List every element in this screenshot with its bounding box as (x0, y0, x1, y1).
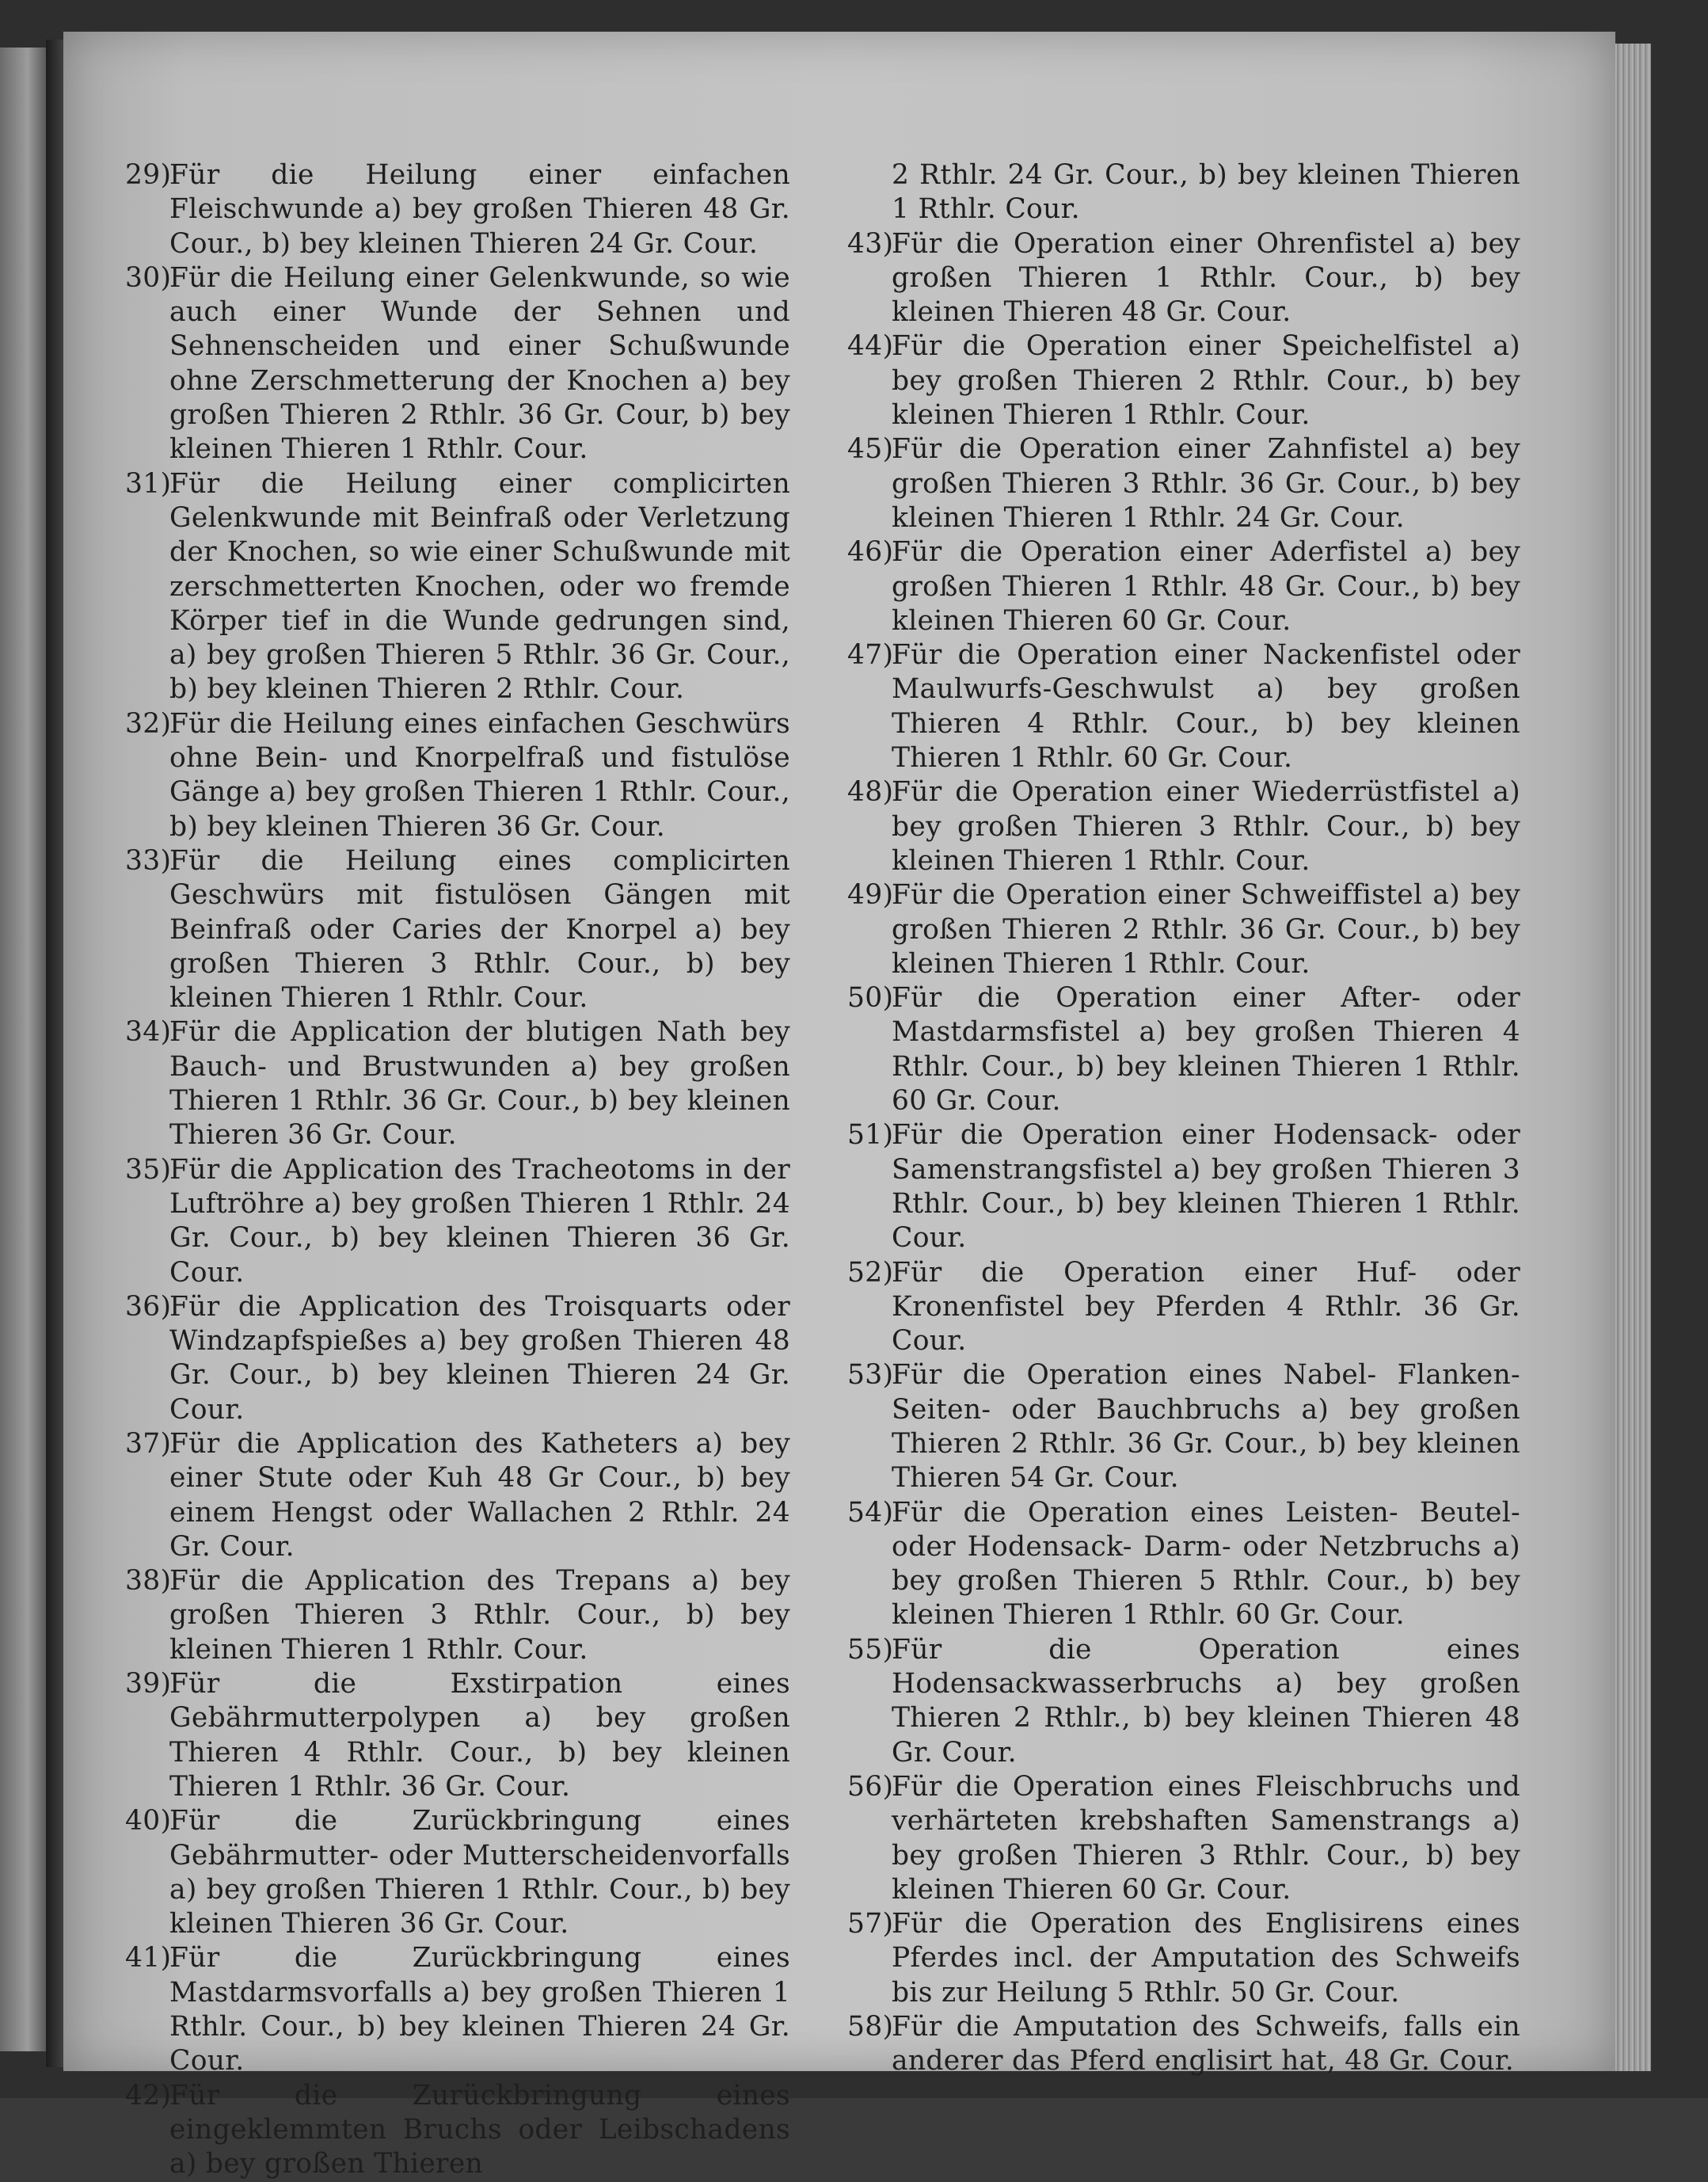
entry-number: 56) (847, 1770, 894, 1803)
entry-number: 48) (847, 776, 894, 809)
entry-number: 58) (847, 2011, 894, 2043)
entry-number: 35) (125, 1153, 172, 1186)
left-column (125, 158, 790, 2182)
fee-entry (125, 1941, 790, 2078)
fee-entry (847, 1496, 1520, 1633)
entry-text: 2 Rthlr. 24 Gr. Cour., b) bey kleinen Thieren 1 Rthlr. Cour. (892, 159, 1520, 226)
entry-text: Für die Operation eines Hodensackwasserbruchs a) bey großen Thieren 2 Rthlr., b) bey kleinen Thieren 48 Gr. Cour. (892, 1633, 1520, 1769)
entry-number: 37) (125, 1427, 172, 1460)
fee-entry (847, 878, 1520, 981)
fee-entry (125, 1427, 790, 1564)
entry-number: 52) (847, 1256, 894, 1289)
entry-number: 54) (847, 1496, 894, 1529)
entry-text: Für die Application des Katheters a) bey einer Stute oder Kuh 48 Gr Cour., b) bey einem Hengst oder Wallachen 2 Rthlr. 24 Gr. Cour. (169, 1427, 790, 1563)
entry-number: 36) (125, 1290, 172, 1323)
entry-number: 49) (847, 879, 894, 912)
entry-text: Für die Operation einer Wiederrüstfistel a) bey großen Thieren 3 Rthlr. Cour., b) bey kleinen Thieren 1 Rthlr. Cour. (892, 776, 1520, 877)
fee-entry (125, 707, 790, 844)
entry-number: 41) (125, 1942, 172, 1974)
entry-text: Für die Application des Trepans a) bey großen Thieren 3 Rthlr. Cour., b) bey kleinen Thieren 1 Rthlr. Cour. (169, 1565, 790, 1666)
entry-text: Für die Operation einer Zahnfistel a) bey großen Thieren 3 Rthlr. 36 Gr. Cour., b) bey kleinen Thieren 1 Rthlr. 24 Gr. Cour. (892, 433, 1520, 534)
fee-entry (125, 1015, 790, 1152)
fee-entry (125, 467, 790, 707)
entry-text: Für die Zurückbringung eines eingeklemmten Bruchs oder Leibschadens a) bey großen Thieren (169, 2079, 790, 2180)
entry-number: 32) (125, 707, 172, 740)
entry-number: 42) (125, 2079, 172, 2112)
entry-text: Für die Operation einer After- oder Mastdarmsfistel a) bey großen Thieren 4 Rthlr. Cour., b) bey kleinen Thieren 1 Rthlr. 60 Gr. Cour. (892, 982, 1520, 1118)
entry-number: 38) (125, 1565, 172, 1597)
fee-entry (847, 1907, 1520, 2010)
fee-entry (125, 1153, 790, 1290)
fee-entry (125, 1290, 790, 1427)
fee-entry (847, 227, 1520, 330)
fee-entry (847, 329, 1520, 432)
entry-number: 29) (125, 159, 172, 191)
page (63, 32, 1615, 2180)
entry-number: 53) (847, 1359, 894, 1392)
entry-text: Für die Operation einer Nackenfistel oder Maulwurfs-Geschwulst a) bey großen Thieren 4 Rthlr. Cour., b) bey kleinen Thieren 1 Rthlr. 60 Gr. Cour. (892, 639, 1520, 775)
entry-number: 33) (125, 844, 172, 877)
fee-entry (125, 1804, 790, 1941)
fee-entry (125, 1564, 790, 1667)
entry-text: Für die Operation des Englisirens eines Pferdes incl. der Amputation des Schweifs bis zur Heilung 5 Rthlr. 50 Gr. Cour. (892, 1908, 1520, 2009)
entry-text: Für die Exstirpation eines Gebährmutterpolypen a) bey großen Thieren 4 Rthlr. Cour., b) bey kleinen Thieren 1 Rthlr. 36 Gr. Cour. (169, 1668, 790, 1803)
entry-text: Für die Operation eines Leisten- Beutel- oder Hodensack- Darm- oder Netzbruchs a) bey großen Thieren 5 Rthlr. Cour., b) bey kleinen Thieren 1 Rthlr. 60 Gr. Cour. (892, 1496, 1520, 1632)
fee-entry (847, 432, 1520, 535)
entry-text: Für die Heilung einer Gelenkwunde, so wie auch einer Wunde der Sehnen und Sehnenscheiden und einer Schußwunde ohne Zerschmetterung der Knochen a) bey großen Thieren 2 Rthlr. 36 Gr. Cour, b) bey kleinen Thieren 1 Rthlr. Cour. (169, 261, 790, 466)
fee-entry (847, 1633, 1520, 1770)
entry-text: Für die Zurückbringung eines Mastdarmsvorfalls a) bey großen Thieren 1 Rthlr. Cour., b) bey kleinen Thieren 24 Gr. Cour. (169, 1942, 790, 2077)
entry-number: 50) (847, 982, 894, 1015)
entry-text: Für die Amputation des Schweifs, falls ein anderer das Pferd englisirt hat, 48 Gr. Cour. (892, 2011, 1520, 2077)
entry-text: Für die Operation einer Huf- oder Kronenfistel bey Pferden 4 Rthlr. 36 Gr. Cour. (892, 1256, 1520, 1358)
fee-entry (847, 158, 1520, 227)
entry-number: 43) (847, 227, 894, 260)
fee-entry (847, 1256, 1520, 1359)
entry-number: 34) (125, 1016, 172, 1049)
fee-entry (125, 158, 790, 261)
entry-text: Für die Heilung einer complicirten Gelenkwunde mit Beinfraß oder Verletzung der Knochen, so wie einer Schußwunde mit zerschmetterten Knochen, oder wo fremde Körper tief in die Wunde gedrungen sind, a) bey großen Thieren 5 Rthlr. 36 Gr. Cour., b) bey kleinen Thieren 2 Rthlr. Cour. (169, 467, 790, 706)
fee-entry (847, 638, 1520, 775)
entry-text: Für die Operation einer Ohrenfistel a) bey großen Thieren 1 Rthlr. Cour., b) bey kleinen Thieren 48 Gr. Cour. (892, 227, 1520, 329)
entry-text: Für die Heilung einer einfachen Fleischwunde a) bey großen Thieren 48 Gr. Cour., b) bey kleinen Thieren 24 Gr. Cour. (169, 159, 790, 260)
entry-number: 57) (847, 1908, 894, 1940)
entry-number: 30) (125, 261, 172, 294)
entry-number: 44) (847, 330, 894, 363)
entry-text: Für die Application der blutigen Nath bey Bauch- und Brustwunden a) bey großen Thieren 1 Rthlr. 36 Gr. Cour., b) bey kleinen Thieren 36 Gr. Cour. (169, 1016, 790, 1152)
fee-entry (847, 2010, 1520, 2079)
entry-text: Für die Heilung eines complicirten Geschwürs mit fistulösen Gängen mit Beinfraß oder Caries der Knorpel a) bey großen Thieren 3 Rthlr. Cour., b) bey kleinen Thieren 1 Rthlr. Cour. (169, 844, 790, 1015)
previous-page-edge (0, 48, 46, 2051)
fee-entry (847, 981, 1520, 1118)
fee-entry (125, 2079, 790, 2182)
right-column (847, 158, 1520, 2079)
entry-text: Für die Operation einer Schweiffistel a) bey großen Thieren 2 Rthlr. 36 Gr. Cour., b) bey kleinen Thieren 1 Rthlr. Cour. (892, 879, 1520, 980)
entry-text: Für die Zurückbringung eines Gebährmutter- oder Mutterscheidenvorfalls a) bey großen Thieren 1 Rthlr. Cour., b) bey kleinen Thieren 36 Gr. Cour. (169, 1805, 790, 1940)
entry-text: Für die Application des Troisquarts oder Windzapfspießes a) bey großen Thieren 48 Gr. Cour., b) bey kleinen Thieren 24 Gr. Cour. (169, 1290, 790, 1426)
entry-text: Für die Operation einer Hodensack- oder Samenstrangsfistel a) bey großen Thieren 3 Rthlr. Cour., b) bey kleinen Thieren 1 Rthlr. Cour. (892, 1119, 1520, 1255)
fee-entry (125, 844, 790, 1015)
entry-number: 46) (847, 536, 894, 569)
entry-number: 45) (847, 433, 894, 466)
entry-text: Für die Operation einer Speichelfistel a) bey großen Thieren 2 Rthlr. Cour., b) bey kleinen Thieren 1 Rthlr. Cour. (892, 330, 1520, 432)
entry-number: 51) (847, 1119, 894, 1152)
entry-number: 55) (847, 1633, 894, 1666)
fee-entry (847, 1118, 1520, 1255)
entry-text: Für die Operation eines Fleischbruchs und verhärteten krebshaften Samenstrangs a) bey großen Thieren 3 Rthlr. Cour., b) bey kleinen Thieren 60 Gr. Cour. (892, 1770, 1520, 1906)
entry-text: Für die Operation einer Aderfistel a) bey großen Thieren 1 Rthlr. 48 Gr. Cour., b) bey kleinen Thieren 60 Gr. Cour. (892, 536, 1520, 637)
entry-number: 31) (125, 467, 172, 500)
fee-entry (847, 1358, 1520, 1495)
entry-text: Für die Operation eines Nabel- Flanken- Seiten- oder Bauchbruchs a) bey großen Thieren 2 Rthlr. 36 Gr. Cour., b) bey kleinen Thieren 54 Gr. Cour. (892, 1359, 1520, 1495)
entry-number: 39) (125, 1668, 172, 1700)
fee-entry (847, 1770, 1520, 1907)
entry-number: 47) (847, 639, 894, 672)
fee-entry (847, 535, 1520, 638)
fee-entry (125, 261, 790, 467)
entry-text: Für die Heilung eines einfachen Geschwürs ohne Bein- und Knorpelfraß und fistulöse Gänge a) bey großen Thieren 1 Rthlr. Cour., b) bey kleinen Thieren 36 Gr. Cour. (169, 707, 790, 843)
entry-number: 40) (125, 1805, 172, 1837)
fee-entry (847, 775, 1520, 878)
entry-text: Für die Application des Tracheotoms in der Luftröhre a) bey großen Thieren 1 Rthlr. 24 Gr. Cour., b) bey kleinen Thieren 36 Gr. Cour. (169, 1153, 790, 1289)
fee-entry (125, 1667, 790, 1804)
